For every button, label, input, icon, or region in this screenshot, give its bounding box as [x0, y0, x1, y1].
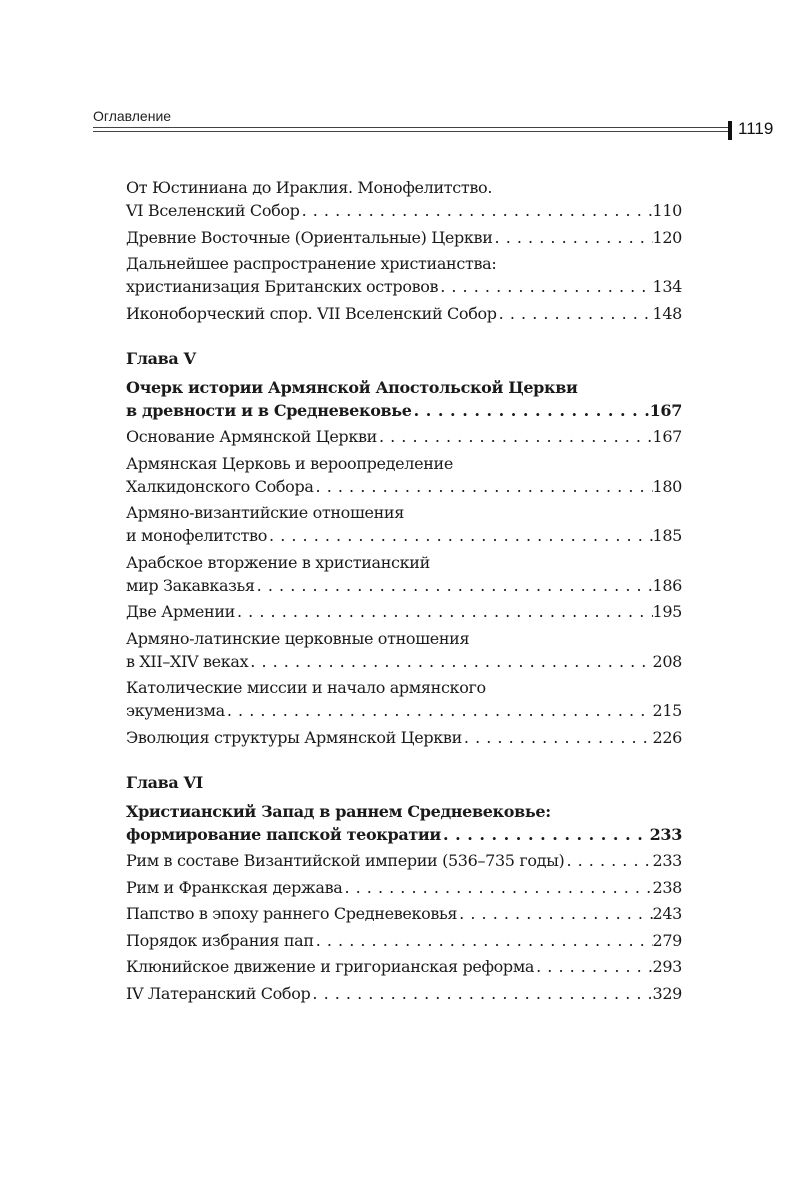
dot-leader — [300, 199, 653, 222]
toc-entry — [126, 627, 682, 673]
toc-entry-line: Основание Армянской Церкви — [126, 427, 377, 446]
toc-entry-line: Армяно-латинские церковные отношения — [126, 628, 470, 648]
toc-entry — [126, 226, 682, 249]
toc-page-number: 148 — [652, 303, 682, 323]
table-of-contents — [126, 176, 682, 1008]
toc-entry — [126, 600, 682, 623]
dot-leader — [462, 726, 653, 749]
toc-page-number: 233 — [649, 824, 682, 844]
page-marker-bar — [728, 121, 732, 140]
toc-entry-line: Две Армении — [126, 602, 235, 621]
toc-page-number: 195 — [652, 602, 682, 621]
running-head-title: Оглавление — [93, 108, 172, 124]
toc-entry-line: экуменизма — [126, 701, 225, 720]
toc-entry-line: Армянская Церковь и вероопределение — [126, 453, 453, 473]
dot-leader — [314, 475, 653, 498]
toc-entry — [126, 452, 682, 498]
toc-entry-line: Иконоборческий спор. VII Вселенский Собор — [126, 303, 497, 323]
toc-page-number: 208 — [652, 651, 682, 671]
toc-entry-line: VI Вселенский Собор — [126, 201, 300, 220]
toc-entry-line: мир Закавказья — [126, 575, 255, 595]
toc-entry — [126, 849, 682, 872]
toc-entry-line: Арабское вторжение в христианский — [126, 552, 430, 572]
toc-entry — [126, 876, 682, 899]
page-number: 1119 — [738, 119, 774, 138]
dot-leader — [314, 929, 653, 952]
dot-leader — [255, 574, 653, 597]
toc-page-number: 167 — [649, 400, 682, 420]
toc-page-number: 238 — [652, 877, 682, 897]
dot-leader — [438, 275, 652, 298]
toc-page-number: 186 — [652, 575, 682, 595]
toc-entry — [126, 501, 682, 547]
toc-entry — [126, 252, 682, 298]
toc-entry-line: Папство в эпоху раннего Средневековья — [126, 904, 458, 923]
toc-entry — [126, 902, 682, 925]
toc-page-number: 279 — [652, 930, 682, 950]
dot-leader — [497, 302, 653, 325]
toc-entry-line: IV Латеранский Собор — [126, 983, 311, 1003]
chapter-title-line: Христианский Запад в раннем Средневековье: — [126, 801, 551, 821]
toc-page-number: 167 — [652, 427, 682, 446]
toc-entry-line: Эволюция структуры Армянской Церкви — [126, 727, 462, 747]
toc-page-number: 329 — [652, 983, 682, 1003]
toc-page-number: 120 — [652, 227, 682, 247]
toc-page-number: 110 — [652, 201, 682, 220]
chapter-title-line: формирование папской теократии — [126, 824, 441, 844]
chapter-title-line: в древности и в Средневековье — [126, 400, 412, 420]
dot-leader — [342, 876, 652, 899]
toc-page-number: 215 — [652, 701, 682, 720]
toc-page-number: 293 — [652, 957, 682, 976]
toc-entry-line: Древние Восточные (Ориентальные) Церкви — [126, 227, 493, 247]
dot-leader — [412, 399, 650, 422]
dot-leader — [534, 955, 652, 978]
header-rule-top — [93, 127, 729, 128]
toc-entry-line: Рим в составе Византийской империи (536–735 годы) — [126, 851, 565, 870]
toc-entry — [126, 302, 682, 325]
toc-entry-line: Халкидонского Собора — [126, 476, 314, 496]
toc-page-number: 185 — [652, 526, 682, 545]
dot-leader — [310, 982, 652, 1005]
toc-entry — [126, 982, 682, 1005]
toc-entry-line: От Юстиниана до Ираклия. Монофелитство. — [126, 178, 493, 197]
chapter-label: Глава VI — [126, 772, 203, 792]
dot-leader — [267, 524, 652, 547]
dot-leader — [225, 699, 653, 722]
toc-page-number: 243 — [652, 904, 682, 923]
toc-entry-line: Клюнийское движение и григорианская реформа — [126, 957, 535, 976]
toc-entry — [126, 955, 682, 978]
toc-entry — [126, 676, 682, 722]
dot-leader — [457, 902, 652, 925]
header-rule-bottom — [93, 131, 729, 132]
toc-entry — [126, 176, 682, 222]
toc-page-number: 233 — [652, 851, 682, 870]
toc-entry — [126, 929, 682, 952]
toc-entry-line: Дальнейшее распространение христианства: — [126, 254, 497, 273]
dot-leader — [235, 600, 653, 623]
toc-entry-line: в XII–XIV веках — [126, 651, 249, 671]
toc-entry-line: Порядок избрания пап — [126, 930, 314, 950]
dot-leader — [493, 226, 653, 249]
toc-entry — [126, 425, 682, 448]
chapter-title-line: Очерк истории Армянской Апостольской Церкви — [126, 377, 578, 397]
dot-leader — [564, 849, 652, 872]
chapter-label: Глава V — [126, 348, 196, 368]
toc-entry-line: христианизация Британских островов — [126, 277, 439, 296]
toc-entry-line: Католические миссии и начало армянского — [126, 678, 486, 697]
chapter-title-entry — [126, 376, 682, 422]
toc-page-number: 226 — [652, 727, 682, 747]
dot-leader — [248, 650, 652, 673]
toc-entry-line: и монофелитство — [126, 526, 268, 545]
toc-page-number: 134 — [652, 277, 682, 296]
dot-leader — [377, 425, 653, 448]
toc-entry-line: Рим и Франкская держава — [126, 877, 343, 897]
toc-entry-line: Армяно-византийские отношения — [126, 503, 404, 522]
chapter-title-entry — [126, 800, 682, 846]
dot-leader — [441, 823, 650, 846]
toc-entry — [126, 726, 682, 749]
toc-page-number: 180 — [652, 476, 682, 496]
toc-entry — [126, 551, 682, 597]
